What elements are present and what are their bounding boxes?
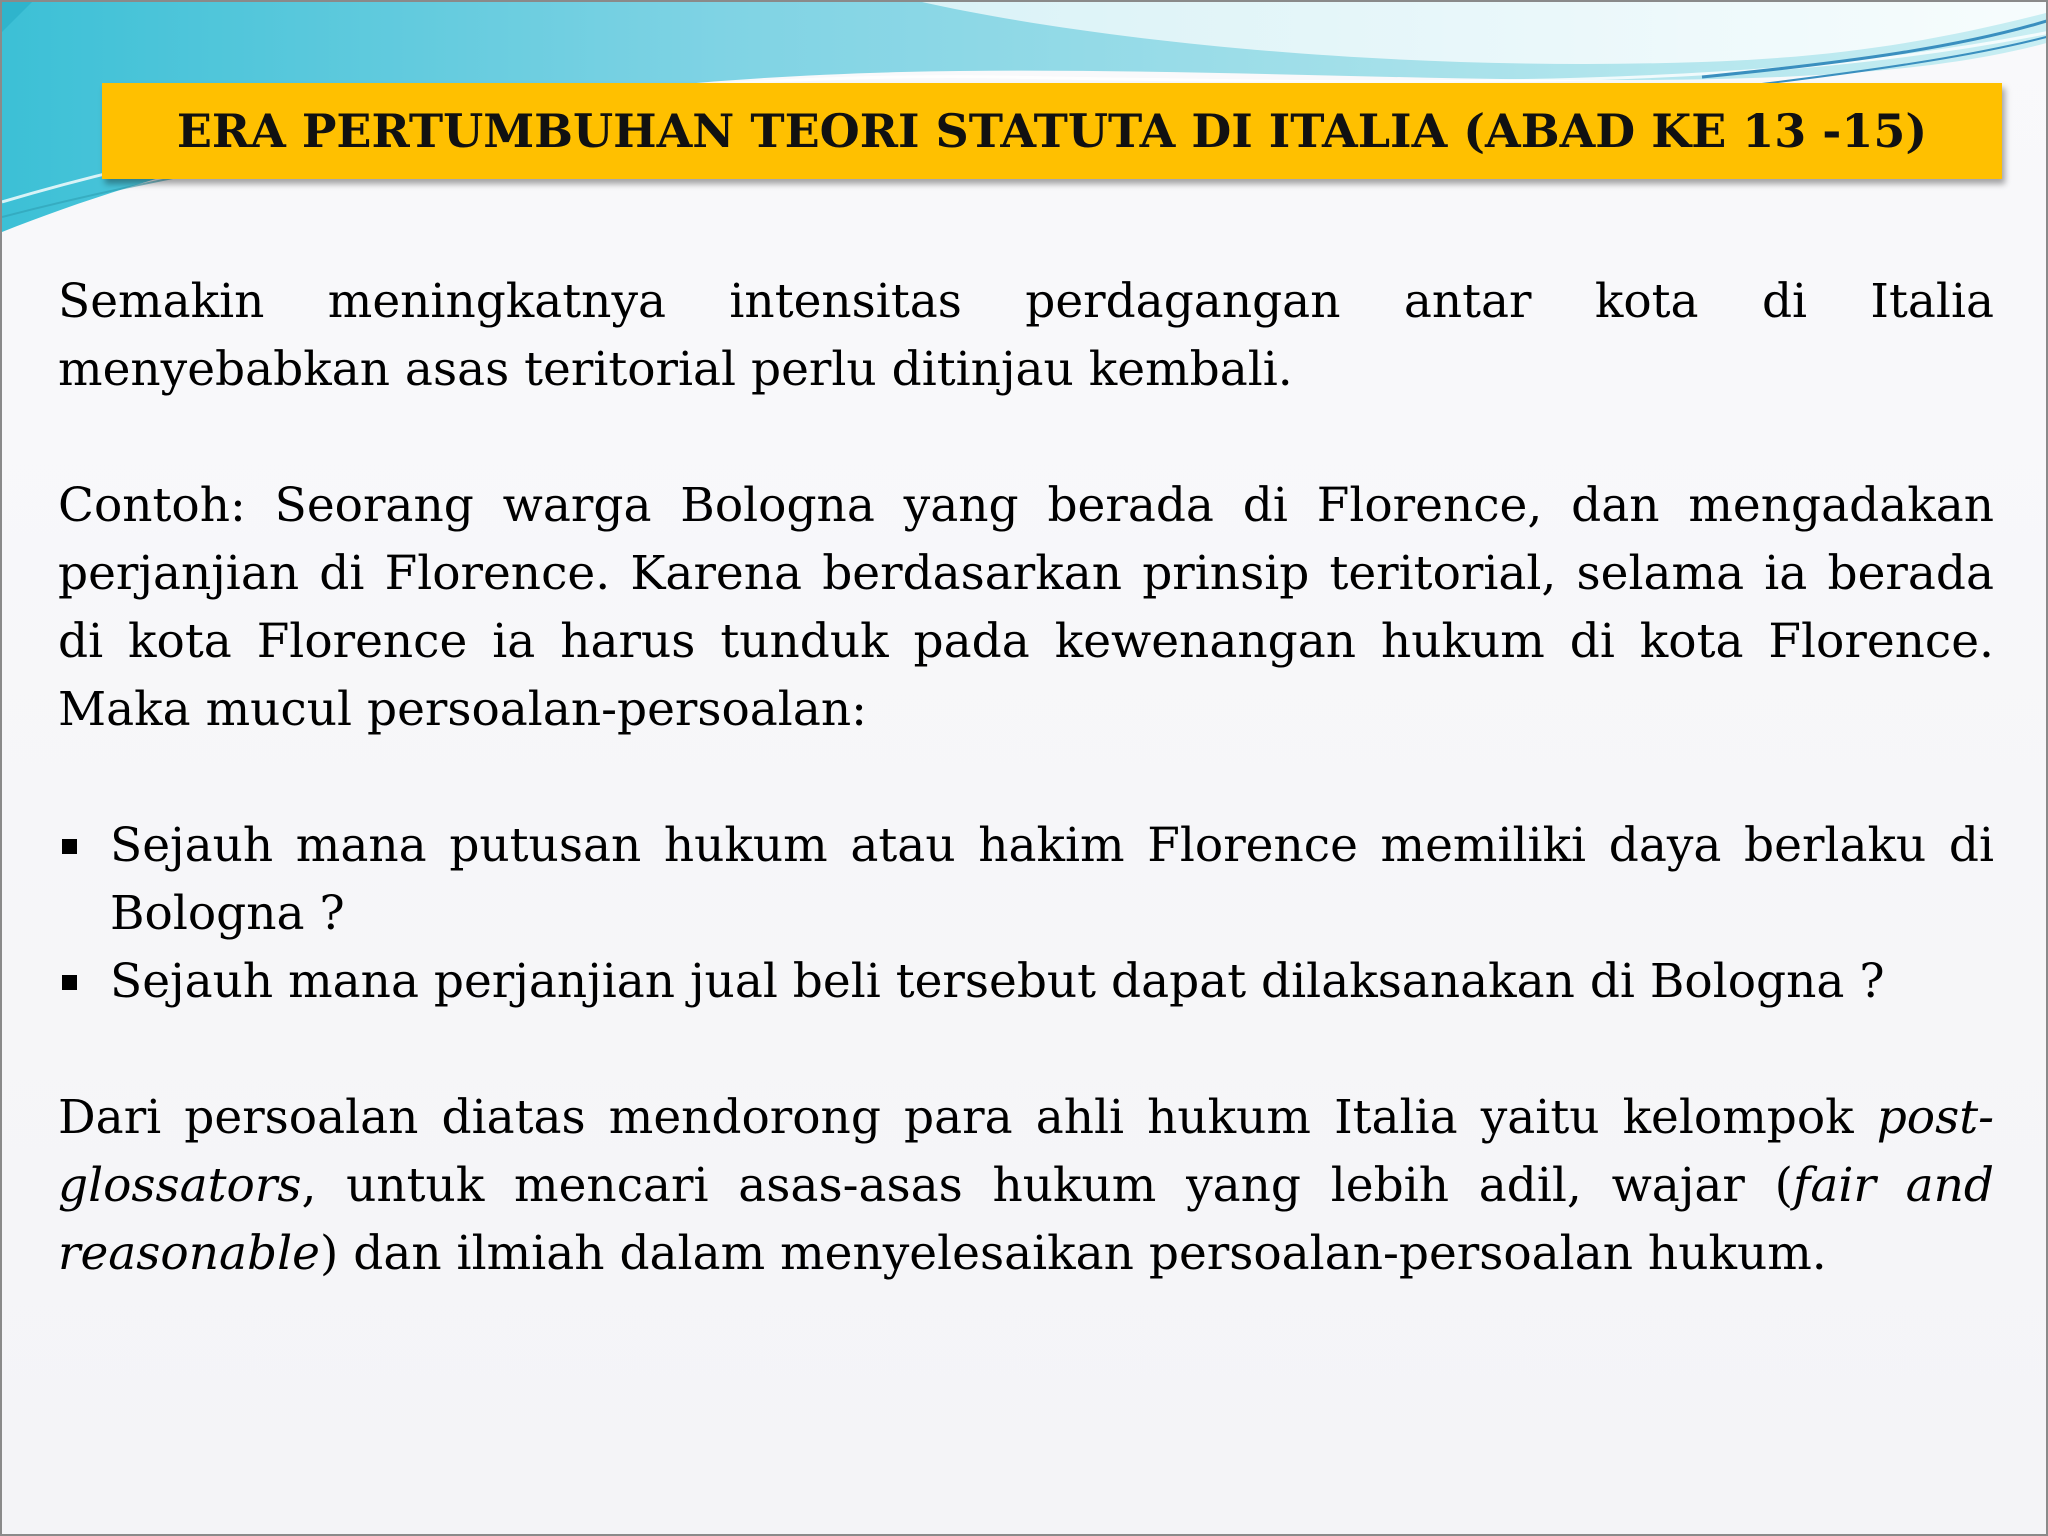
paragraph-example: Contoh: Seorang warga Bologna yang berada di Florence, dan mengadakan perjanjian di Florence. Karena berdasarkan prinsip teritorial, selama ia berada di kota Florence ia harus tunduk pada kewenangan hukum di kota Florence. Maka mucul persoalan-persoalan: (58, 478, 1994, 737)
conclusion-italic-term-1: post-glossators (58, 1090, 1994, 1213)
square-bullet-icon (62, 839, 77, 854)
conclusion-text-3: ) dan ilmiah dalam menyelesaikan persoalan-persoalan hukum. (319, 1226, 1827, 1281)
conclusion-text-1: Dari persoalan diatas mendorong para ahli hukum Italia yaitu kelompok (58, 1090, 1877, 1145)
square-bullet-icon (62, 975, 77, 990)
list-item (58, 812, 1994, 948)
conclusion-text-2: , untuk mencari asas-asas hukum yang lebih adil, wajar ( (301, 1158, 1793, 1213)
paragraph-conclusion (58, 1084, 1994, 1288)
list-item (58, 948, 1994, 1016)
list-item-text: Sejauh mana perjanjian jual beli tersebut dapat dilaksanakan di Bologna ? (110, 954, 1885, 1009)
slide-title: ERA PERTUMBUHAN TEORI STATUTA DI ITALIA (ABAD KE 13 -15) (176, 104, 1928, 158)
list-item-text: Sejauh mana putusan hukum atau hakim Florence memiliki daya berlaku di Bologna ? (110, 818, 1994, 941)
title-banner (102, 83, 2002, 179)
question-list (58, 812, 1994, 1016)
slide-body (58, 268, 1994, 1288)
paragraph-intro: Semakin meningkatnya intensitas perdagangan antar kota di Italia menyebabkan asas teritorial perlu ditinjau kembali. (58, 274, 1994, 397)
conclusion-italic-term-2: fair and reasonable (58, 1158, 1995, 1281)
